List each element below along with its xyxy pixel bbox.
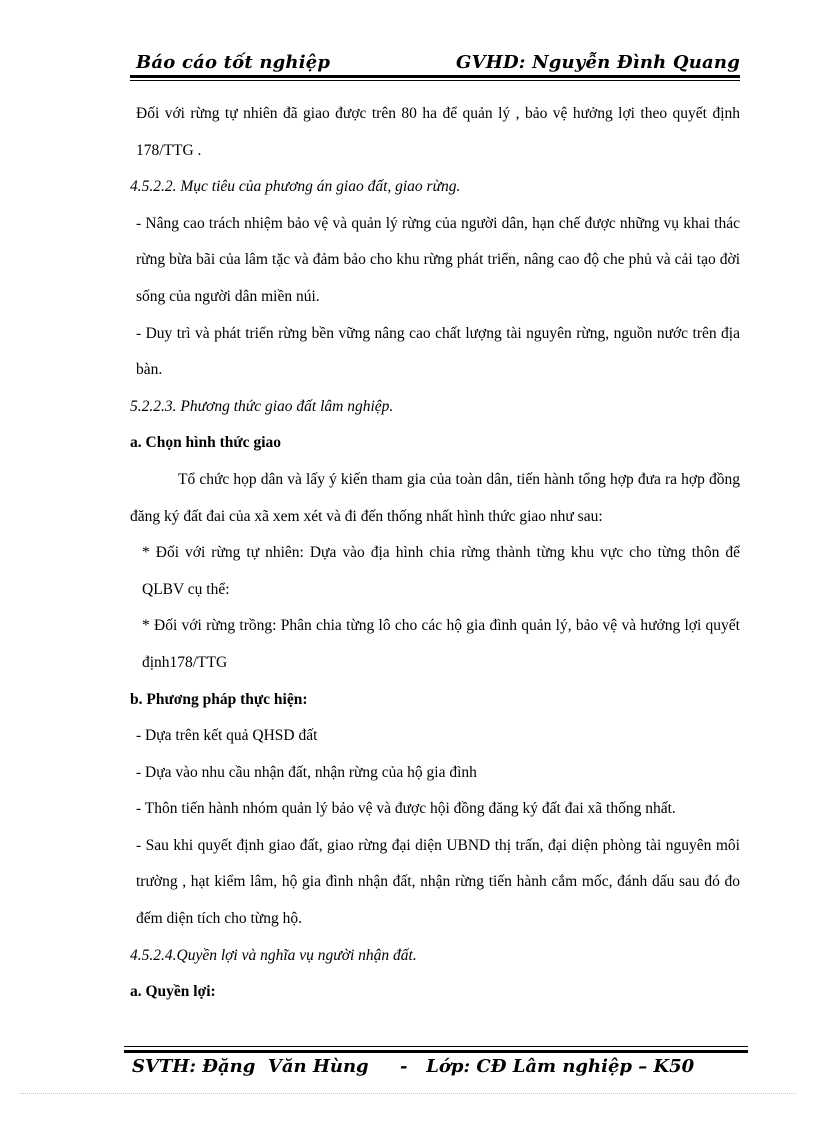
list-item: - Sau khi quyết định giao đất, giao rừng đại diện UBND thị trấn, đại diện phòng tài nguyên môi trường , hạt kiểm lâm, hộ gia đình nhận đất, nhận rừng tiến hành cắm mốc, đánh dấu sau đó đo đếm diện tích cho từng hộ. [136,836,740,928]
page-body [130,96,740,1011]
paragraph: Tổ chức họp dân và lấy ý kiến tham gia của toàn dân, tiến hành tổng hợp đưa ra hợp đồng đăng ký đất đai của xã xem xét và đi đến thống nhất hình thức giao như sau: [130,470,740,525]
footer-rule-thick [124,1050,748,1053]
paragraph: - Nâng cao trách nhiệm bảo vệ và quản lý rừng của người dân, hạn chế được những vụ khai thác rừng bừa bãi của lâm tặc và đảm bảo cho khu rừng phát triển, nâng cao độ che phủ và cải tạo đời sống của người dân miền núi. [136,214,740,305]
header-rule-thin [130,80,740,81]
paragraph: * Đối với rừng tự nhiên: Dựa vào địa hình chia rừng thành từng khu vực cho từng thôn để QLBV cụ thể: [142,544,740,598]
list-item: - Thôn tiến hành nhóm quản lý bảo vệ và được hội đồng đăng ký đất đai xã thống nhất. [136,800,676,818]
subsection-heading: a. Chọn hình thức giao [130,434,281,452]
list-item: - Dựa vào nhu cầu nhận đất, nhận rừng của hộ gia đình [136,763,477,781]
header-supervisor: GVHD: Nguyễn Đình Quang [456,52,740,73]
subsection-heading: b. Phương pháp thực hiện: [130,690,308,708]
section-heading: 5.2.2.3. Phương thức giao đất lâm nghiệp. [130,397,394,415]
paragraph: * Đối với rừng trồng: Phân chia từng lô cho các hộ gia đình quản lý, bảo vệ và hưởng lợi quyết định178/TTG [142,617,740,671]
page-bottom-dotted-divider [20,1093,796,1094]
header-report-title: Báo cáo tốt nghiệp [136,52,331,73]
section-heading: 4.5.2.2. Mục tiêu của phương án giao đất, giao rừng. [130,178,461,196]
paragraph: - Duy trì và phát triển rừng bền vững nâng cao chất lượng tài nguyên rừng, nguồn nước trên địa bàn. [136,324,740,379]
footer-rule-thin [124,1046,748,1047]
header-rule-thick [130,75,740,78]
list-item: - Dựa trên kết quả QHSD đất [136,727,318,745]
paragraph: Đối với rừng tự nhiên đã giao được trên 80 ha để quản lý , bảo vệ hưởng lợi theo quyết định 178/TTG . [136,105,740,159]
page-footer [124,1046,748,1080]
section-heading: 4.5.2.4.Quyền lợi và nghĩa vụ người nhận đất. [130,946,417,964]
subsection-heading: a. Quyền lợi: [130,983,216,1001]
footer-student-info: SVTH: Đặng Văn Hùng - Lớp: CĐ Lâm nghiệp – K50 [132,1056,695,1077]
page-header [130,52,740,82]
